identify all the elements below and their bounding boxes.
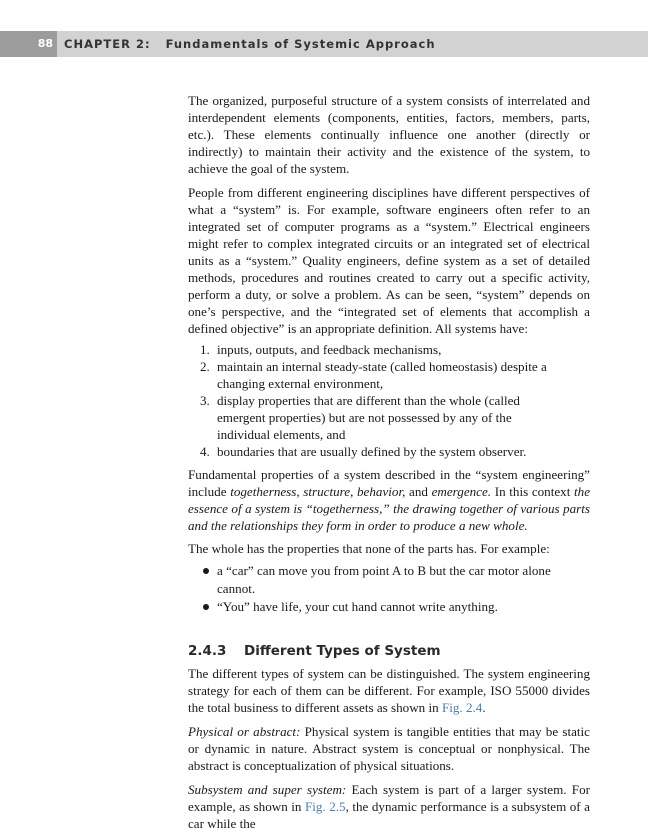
list-text: boundaries that are usually defined by the system observer. [217, 444, 527, 459]
chapter-label: CHAPTER 2: [64, 37, 151, 51]
list-text: inputs, outputs, and feedback mechanisms, [217, 342, 442, 357]
section-number: 2.4.3 [188, 643, 227, 659]
page-body [188, 92, 590, 832]
chapter-title: Fundamentals of Systemic Approach [165, 37, 436, 51]
list-text: display properties that are different than the whole (called emergent properties) but are not possessed by any of the individual elements, and [217, 393, 520, 442]
list-number: 2. [200, 359, 210, 374]
chapter-heading [64, 31, 436, 57]
section-title: Different Types of System [244, 643, 441, 659]
page-number: 88 [0, 31, 57, 57]
list-item [188, 358, 590, 392]
paragraph-5: The different types of system can be distinguished. The system engineering strategy for each of them can be different. For example, ISO 55000 divides the total business to different assets as shown in Fig. 2.4. [188, 666, 590, 715]
list-item [188, 443, 590, 460]
list-item: a “car” can move you from point A to B but the car motor alone cannot. [188, 562, 590, 598]
paragraph-1: The organized, purposeful structure of a system consists of interrelated and interdependent elements (components, entities, factors, members, parts, etc.). These elements continually influence one another (directly or indirectly) to maintain their activity and the existence of the system, to achieve the goal of the system. [188, 93, 590, 176]
section-heading [188, 642, 590, 660]
figure-link[interactable]: Fig. 2.4 [441, 700, 483, 715]
figure-link[interactable]: Fig. 2.5 [304, 799, 346, 814]
list-number: 4. [200, 444, 210, 459]
term-label: Subsystem and super system: [188, 782, 347, 797]
bullet-icon [203, 568, 209, 574]
list-item: “You” have life, your cut hand cannot write anything. [188, 598, 590, 616]
paragraph-6: Physical or abstract: Physical system is tangible entities that may be static or dynamic in nature. Abstract system is conceptual or nonphysical. The abstract is conceptualization of physical situations. [188, 724, 590, 773]
list-number: 3. [200, 393, 210, 408]
paragraph-3: Fundamental properties of a system described in the “system engineering” include togetherness, structure, behavior, and emergence. In this context the essence of a system is “togetherness,” the drawing together of various parts and the relationships they form in order to produce a new whole. [188, 467, 591, 533]
list-number: 1. [200, 342, 210, 357]
bullet-icon [203, 604, 209, 610]
running-header [0, 31, 648, 57]
list-text: maintain an internal steady-state (called homeostasis) despite a changing external environment, [217, 359, 547, 391]
list-item [188, 341, 590, 358]
paragraph-7: Subsystem and super system: Each system is part of a larger system. For example, as shown in Fig. 2.5, the dynamic performance is a subsystem of a car while the [188, 782, 590, 831]
paragraph-4: The whole has the properties that none of the parts has. For example: [188, 541, 550, 556]
paragraph-2: People from different engineering disciplines have different perspectives of what a “system” is. For example, software engineers often refer to an integrated set of computer programs as a “system.” Electrical engineers might refer to complex integrated circuits or an integrated set of electrical units as a “system.” Quality engineers, define system as a set of detailed methods, procedures and routines created to carry out a specific activity, perform a duty, or solve a problem. As can be seen, “system” depends on one’s perspective, and the “integrated set of elements that accomplish a defined objective” is an appropriate definition. All systems have: [188, 185, 590, 336]
term-label: Physical or abstract: [188, 724, 301, 739]
system-properties-list [188, 341, 590, 460]
list-item [188, 392, 590, 443]
examples-list [188, 562, 590, 616]
